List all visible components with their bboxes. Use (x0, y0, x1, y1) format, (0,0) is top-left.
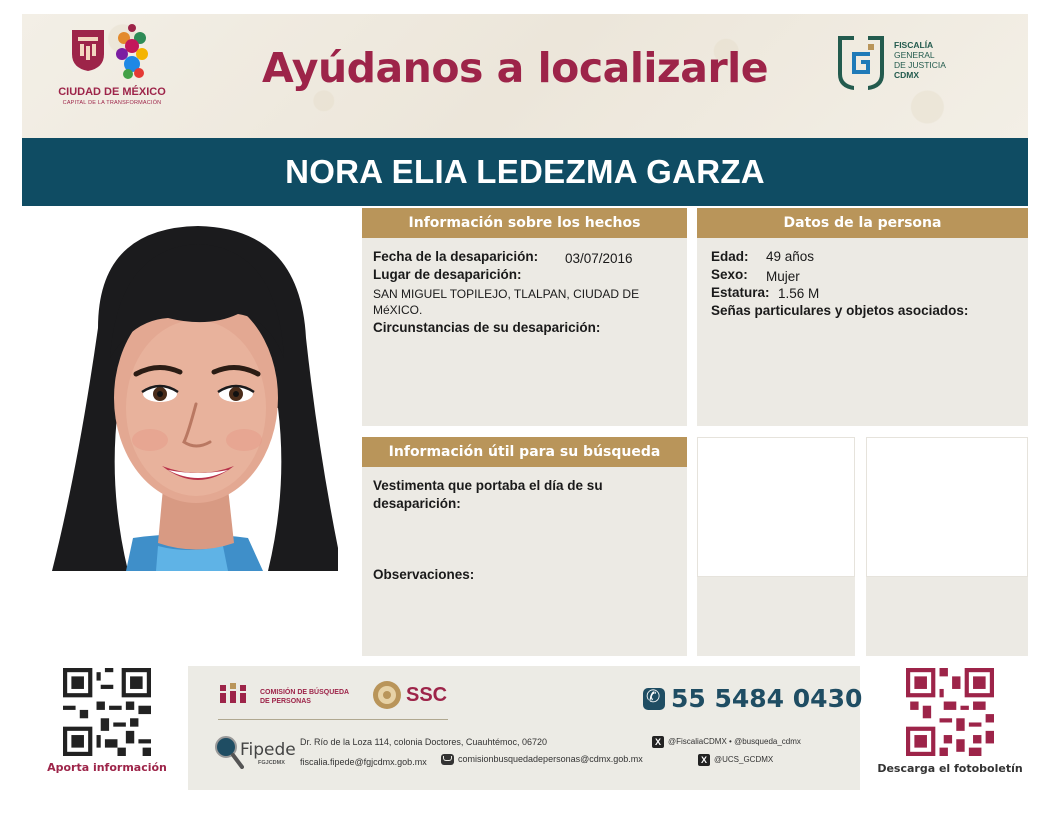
page-headline: Ayúdanos a localizarle (261, 44, 769, 92)
comision-logo (218, 683, 350, 710)
comision-line-2: DE PERSONAS (260, 698, 311, 705)
comision-icon (218, 683, 254, 705)
social-row-1 (652, 736, 801, 748)
panel-hechos-title: Información sobre los hechos (362, 208, 687, 238)
sexo-value: Mujer (766, 269, 800, 284)
panel-datos-title: Datos de la persona (697, 208, 1028, 238)
qr-left-caption: Aporta información (47, 761, 167, 774)
fecha-label: Fecha de la desaparición: (373, 249, 539, 264)
ssc-badge-icon (372, 680, 402, 710)
cdmx-flower-icon (112, 22, 152, 80)
qr-right-caption: Descarga el fotoboletín (877, 762, 1023, 775)
cdmx-shield-icon (70, 28, 106, 72)
extra-photo-blank-1 (697, 437, 855, 577)
panel-hechos (362, 208, 687, 426)
estatura-value: 1.56 M (778, 286, 820, 301)
x-icon: X (652, 736, 664, 748)
person-portrait-image (38, 208, 351, 571)
fgj-logo (832, 30, 982, 100)
panel-datos (697, 208, 1028, 426)
email-comision-row (441, 754, 643, 765)
cdmx-tagline: CAPITAL DE LA TRANSFORMACIÓN (62, 100, 162, 106)
vestimenta-label-line-1: Vestimenta que portaba el día de su (373, 478, 603, 493)
fgj-line-1: FISCALÍA (894, 40, 934, 50)
fgj-line-3: DE JUSTICIA (894, 60, 946, 70)
vestimenta-label-line-2: desaparición: (373, 496, 461, 511)
x-icon: X (698, 754, 710, 766)
fgj-line-4: CDMX (894, 70, 920, 80)
lugar-value-line-2: MéXICO. (373, 303, 423, 317)
social-handle-ucs[interactable]: @UCS_GCDMX (714, 755, 774, 765)
phone-row (643, 684, 862, 713)
phone-icon (643, 688, 665, 710)
extra-photo-slot-2 (866, 437, 1028, 656)
social-row-2 (698, 754, 773, 766)
fipede-logo (214, 735, 296, 774)
fgj-text (894, 40, 946, 80)
email-fipede[interactable]: fiscalia.fipede@fgjcdmx.gob.mx (300, 757, 427, 767)
cdmx-name: CIUDAD DE MÉXICO (58, 86, 166, 98)
edad-label: Edad: (711, 249, 749, 264)
senas-label: Señas particulares y objetos asociados: (711, 303, 969, 318)
ssc-logo (372, 680, 448, 715)
mail-icon (441, 754, 454, 765)
fecha-value: 03/07/2016 (565, 251, 633, 266)
person-name-banner: NORA ELIA LEDEZMA GARZA (22, 138, 1028, 206)
observaciones-label: Observaciones: (373, 567, 475, 582)
fgj-mark-icon (832, 30, 890, 92)
address-text: Dr. Río de la Loza 114, colonia Doctores, Cuauhtémoc, 06720 (300, 737, 547, 747)
edad-value: 49 años (766, 249, 815, 264)
social-handle-fiscalia[interactable]: @FiscaliaCDMX (668, 737, 727, 747)
panel-busqueda-title: Información útil para su búsqueda (362, 437, 687, 467)
fipede-text: Fipede (240, 740, 296, 760)
sexo-label: Sexo: (711, 267, 748, 282)
comision-text (260, 688, 349, 706)
person-photo (38, 208, 351, 571)
fipede-subtext: FGJCDMX (258, 760, 285, 766)
lugar-label: Lugar de desaparición: (373, 267, 522, 282)
social-separator: • (729, 737, 732, 747)
panel-busqueda (362, 437, 687, 656)
estatura-label: Estatura: (711, 285, 770, 300)
social-handle-busqueda[interactable]: @busqueda_cdmx (734, 737, 801, 747)
ssc-text: SSC (406, 684, 448, 706)
comision-line-1: COMISIÓN DE BÚSQUEDA (260, 689, 350, 696)
cdmx-logo (52, 22, 172, 112)
qr-code-fotoboletin-icon[interactable] (906, 668, 994, 756)
qr-code-aporta-icon[interactable] (63, 668, 151, 756)
extra-photo-slot-1 (697, 437, 855, 656)
circunstancias-label: Circunstancias de su desaparición: (373, 320, 601, 335)
phone-number[interactable]: 55 5484 0430 (671, 684, 863, 713)
email-comision[interactable]: comisionbusquedadepersonas@cdmx.gob.mx (458, 754, 643, 764)
lugar-value-line-1: SAN MIGUEL TOPILEJO, TLALPAN, CIUDAD DE (373, 287, 640, 301)
fgj-line-2: GENERAL (894, 50, 935, 60)
footer-divider (218, 719, 448, 720)
extra-photo-blank-2 (866, 437, 1028, 577)
